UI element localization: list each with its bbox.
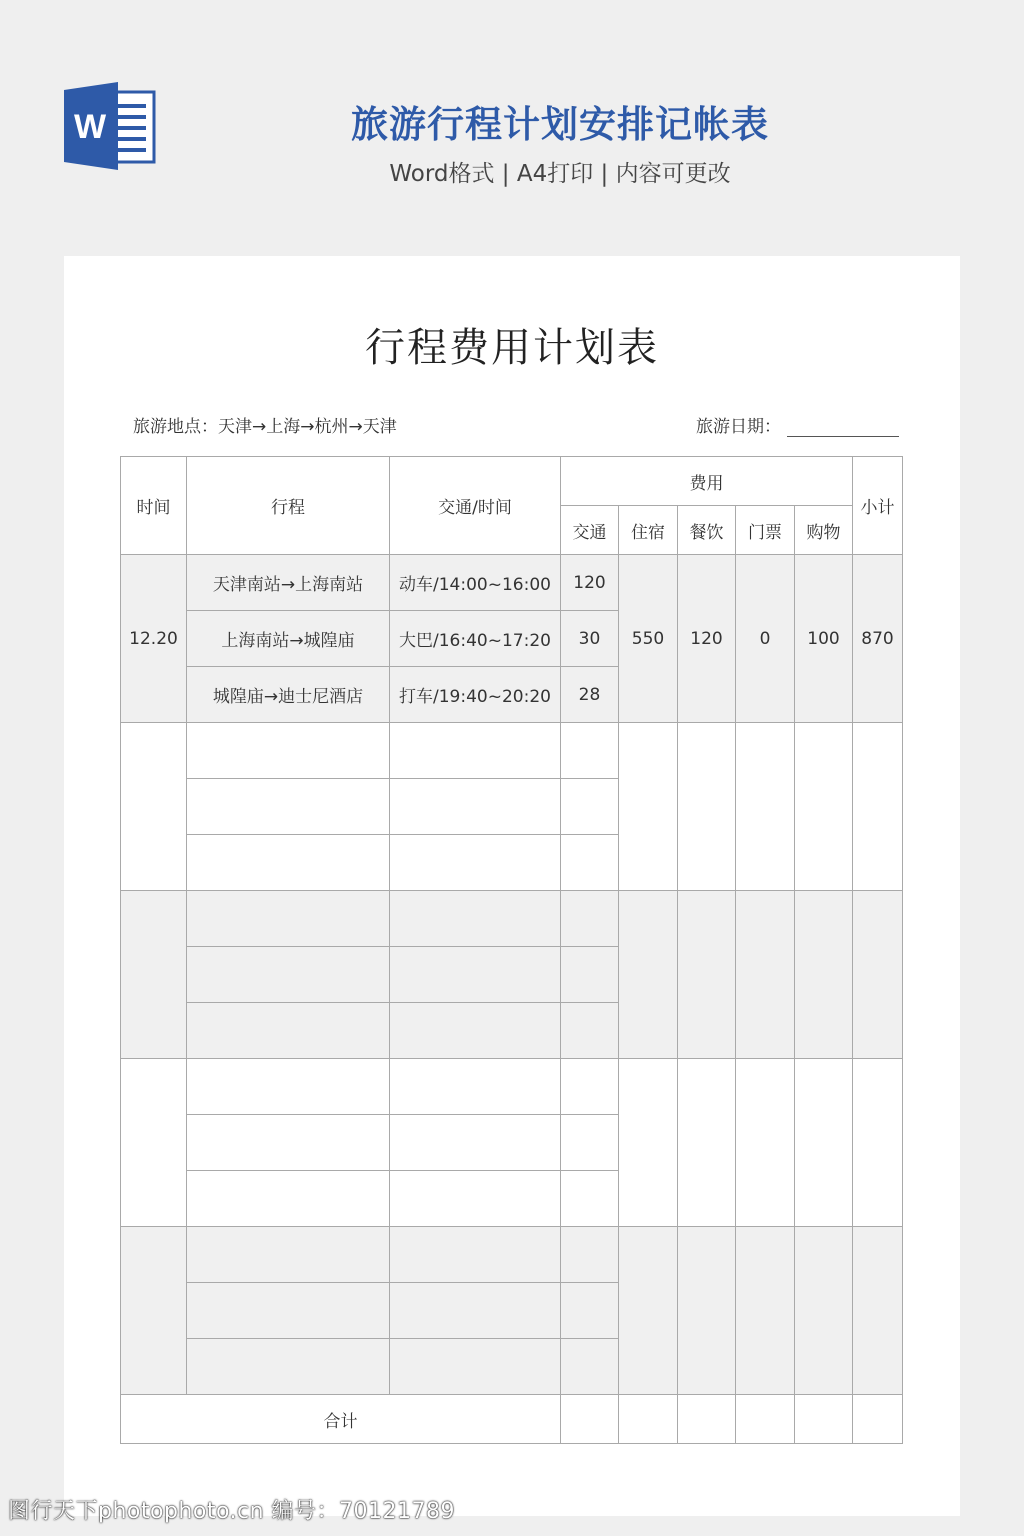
empty-cell <box>736 1395 795 1444</box>
empty-cell <box>678 723 736 891</box>
header-cost-lodging: 住宿 <box>619 506 678 555</box>
empty-cell <box>561 1115 619 1171</box>
empty-cell <box>795 723 853 891</box>
empty-cell <box>795 891 853 1059</box>
header-cost-tickets: 门票 <box>736 506 795 555</box>
transport-cost-cell: 30 <box>561 611 619 667</box>
empty-date-cell <box>121 891 187 1059</box>
empty-cell <box>187 723 390 779</box>
empty-cell <box>619 723 678 891</box>
header-time: 时间 <box>121 457 187 555</box>
shopping-cost-cell: 100 <box>795 555 853 723</box>
date-label: 旅游日期： <box>696 417 781 437</box>
word-logo-icon <box>64 82 156 170</box>
header-cost-transport: 交通 <box>561 506 619 555</box>
empty-cell <box>187 1339 390 1395</box>
empty-cell <box>736 891 795 1059</box>
empty-cell <box>678 1059 736 1227</box>
tickets-cost-cell: 0 <box>736 555 795 723</box>
empty-cell <box>561 1395 619 1444</box>
empty-cell <box>561 1227 619 1283</box>
banner-subtitle: Word格式 | A4打印 | 内容可更改 <box>389 161 731 187</box>
empty-cell <box>853 1059 903 1227</box>
empty-cell <box>390 1339 561 1395</box>
empty-row <box>121 723 903 779</box>
empty-date-cell <box>121 1059 187 1227</box>
header-cost-dining: 餐饮 <box>678 506 736 555</box>
dining-cost-cell: 120 <box>678 555 736 723</box>
transport-cost-cell: 28 <box>561 667 619 723</box>
transport-time-cell: 大巴/16:40~17:20 <box>390 611 561 667</box>
date-blank-field <box>787 420 899 437</box>
empty-cell <box>853 723 903 891</box>
empty-cell <box>187 1003 390 1059</box>
header-cost-shopping: 购物 <box>795 506 853 555</box>
empty-cell <box>561 1283 619 1339</box>
group-date: 12.20 <box>121 555 187 723</box>
empty-cell <box>187 779 390 835</box>
transport-cost-cell: 120 <box>561 555 619 611</box>
header-route: 行程 <box>187 457 390 555</box>
empty-cell <box>561 947 619 1003</box>
empty-cell <box>795 1227 853 1395</box>
banner-title: 旅游行程计划安排记帐表 <box>351 103 769 146</box>
empty-cell <box>561 1171 619 1227</box>
empty-cell <box>187 1227 390 1283</box>
empty-cell <box>187 835 390 891</box>
empty-cell <box>619 1059 678 1227</box>
empty-cell <box>561 891 619 947</box>
watermark: 图行天下photophoto.cn 编号：70121789 <box>8 1499 456 1524</box>
route-cell: 城隍庙→迪士尼酒店 <box>187 667 390 723</box>
total-label: 合计 <box>121 1395 561 1444</box>
empty-cell <box>187 1283 390 1339</box>
location-label: 旅游地点： <box>133 417 218 437</box>
empty-row <box>121 1059 903 1115</box>
subtotal-cell: 870 <box>853 555 903 723</box>
empty-cell <box>736 1059 795 1227</box>
empty-cell <box>390 1115 561 1171</box>
empty-cell <box>678 1227 736 1395</box>
header-transport-time: 交通/时间 <box>390 457 561 555</box>
table-row <box>121 555 903 611</box>
empty-cell <box>853 1395 903 1444</box>
empty-cell <box>795 1395 853 1444</box>
header-subtotal: 小计 <box>853 457 903 555</box>
header-cost: 费用 <box>561 457 853 506</box>
empty-cell <box>390 1227 561 1283</box>
document-title: 行程费用计划表 <box>365 325 659 371</box>
travel-location <box>133 412 397 437</box>
empty-cell <box>187 947 390 1003</box>
empty-cell <box>619 1395 678 1444</box>
empty-cell <box>561 723 619 779</box>
empty-cell <box>561 1339 619 1395</box>
word-logo-letter: W <box>73 108 107 146</box>
empty-cell <box>390 1003 561 1059</box>
empty-cell <box>561 1059 619 1115</box>
empty-cell <box>561 835 619 891</box>
empty-date-cell <box>121 723 187 891</box>
location-value: 天津→上海→杭州→天津 <box>218 417 397 437</box>
empty-date-cell <box>121 1227 187 1395</box>
transport-time-cell: 打车/19:40~20:20 <box>390 667 561 723</box>
travel-date <box>696 412 899 437</box>
empty-cell <box>678 1395 736 1444</box>
empty-row <box>121 891 903 947</box>
route-cell: 天津南站→上海南站 <box>187 555 390 611</box>
empty-cell <box>736 723 795 891</box>
empty-cell <box>736 1227 795 1395</box>
empty-cell <box>853 1227 903 1395</box>
empty-cell <box>390 835 561 891</box>
empty-cell <box>619 1227 678 1395</box>
header-row <box>121 457 903 506</box>
empty-cell <box>390 947 561 1003</box>
empty-cell <box>561 1003 619 1059</box>
lodging-cost-cell: 550 <box>619 555 678 723</box>
total-row <box>121 1395 903 1444</box>
empty-cell <box>561 779 619 835</box>
empty-cell <box>187 1171 390 1227</box>
empty-cell <box>619 891 678 1059</box>
empty-cell <box>795 1059 853 1227</box>
empty-cell <box>187 891 390 947</box>
empty-cell <box>853 891 903 1059</box>
banner <box>0 0 1024 230</box>
empty-cell <box>390 1059 561 1115</box>
empty-cell <box>390 779 561 835</box>
empty-cell <box>678 891 736 1059</box>
empty-cell <box>187 1059 390 1115</box>
route-cell: 上海南站→城隍庙 <box>187 611 390 667</box>
empty-cell <box>390 1283 561 1339</box>
empty-row <box>121 1227 903 1283</box>
empty-cell <box>187 1115 390 1171</box>
itinerary-cost-table <box>120 456 903 1444</box>
empty-cell <box>390 723 561 779</box>
empty-cell <box>390 891 561 947</box>
transport-time-cell: 动车/14:00~16:00 <box>390 555 561 611</box>
empty-cell <box>390 1171 561 1227</box>
